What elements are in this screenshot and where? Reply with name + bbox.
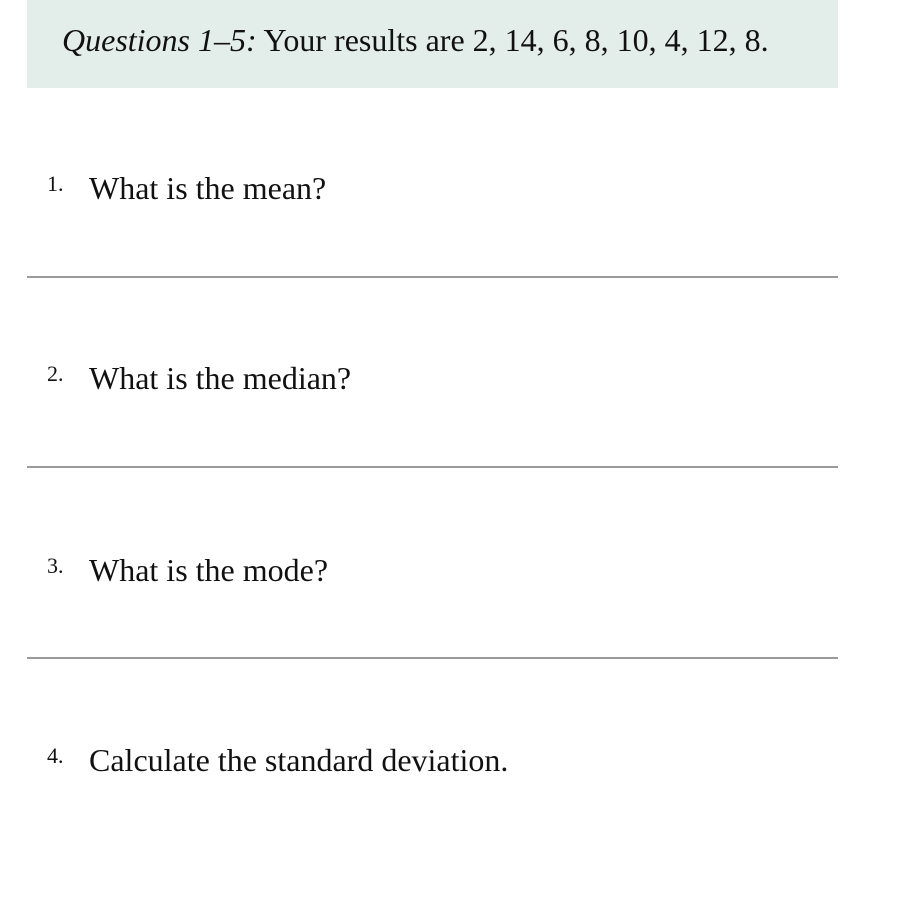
question-number: 2.: [47, 361, 64, 386]
question-text: What is the mean?: [89, 170, 327, 206]
question-2: [47, 360, 351, 397]
instructions-text: Your results are 2, 14, 6, 8, 10, 4, 12, 8.: [256, 22, 769, 58]
question-1: [47, 170, 326, 207]
question-4: [47, 742, 508, 779]
question-number: 1.: [47, 171, 64, 196]
question-text: Calculate the standard deviation.: [89, 742, 509, 778]
question-number: 3.: [47, 553, 64, 578]
answer-line-2: [27, 466, 838, 468]
question-text: What is the median?: [89, 360, 352, 396]
question-number: 4.: [47, 743, 64, 768]
instructions-lead: Questions 1–5:: [62, 22, 257, 58]
question-text: What is the mode?: [89, 552, 329, 588]
answer-line-1: [27, 276, 838, 278]
question-3: [47, 552, 328, 589]
instructions-banner: [27, 0, 838, 88]
answer-line-3: [27, 657, 838, 659]
